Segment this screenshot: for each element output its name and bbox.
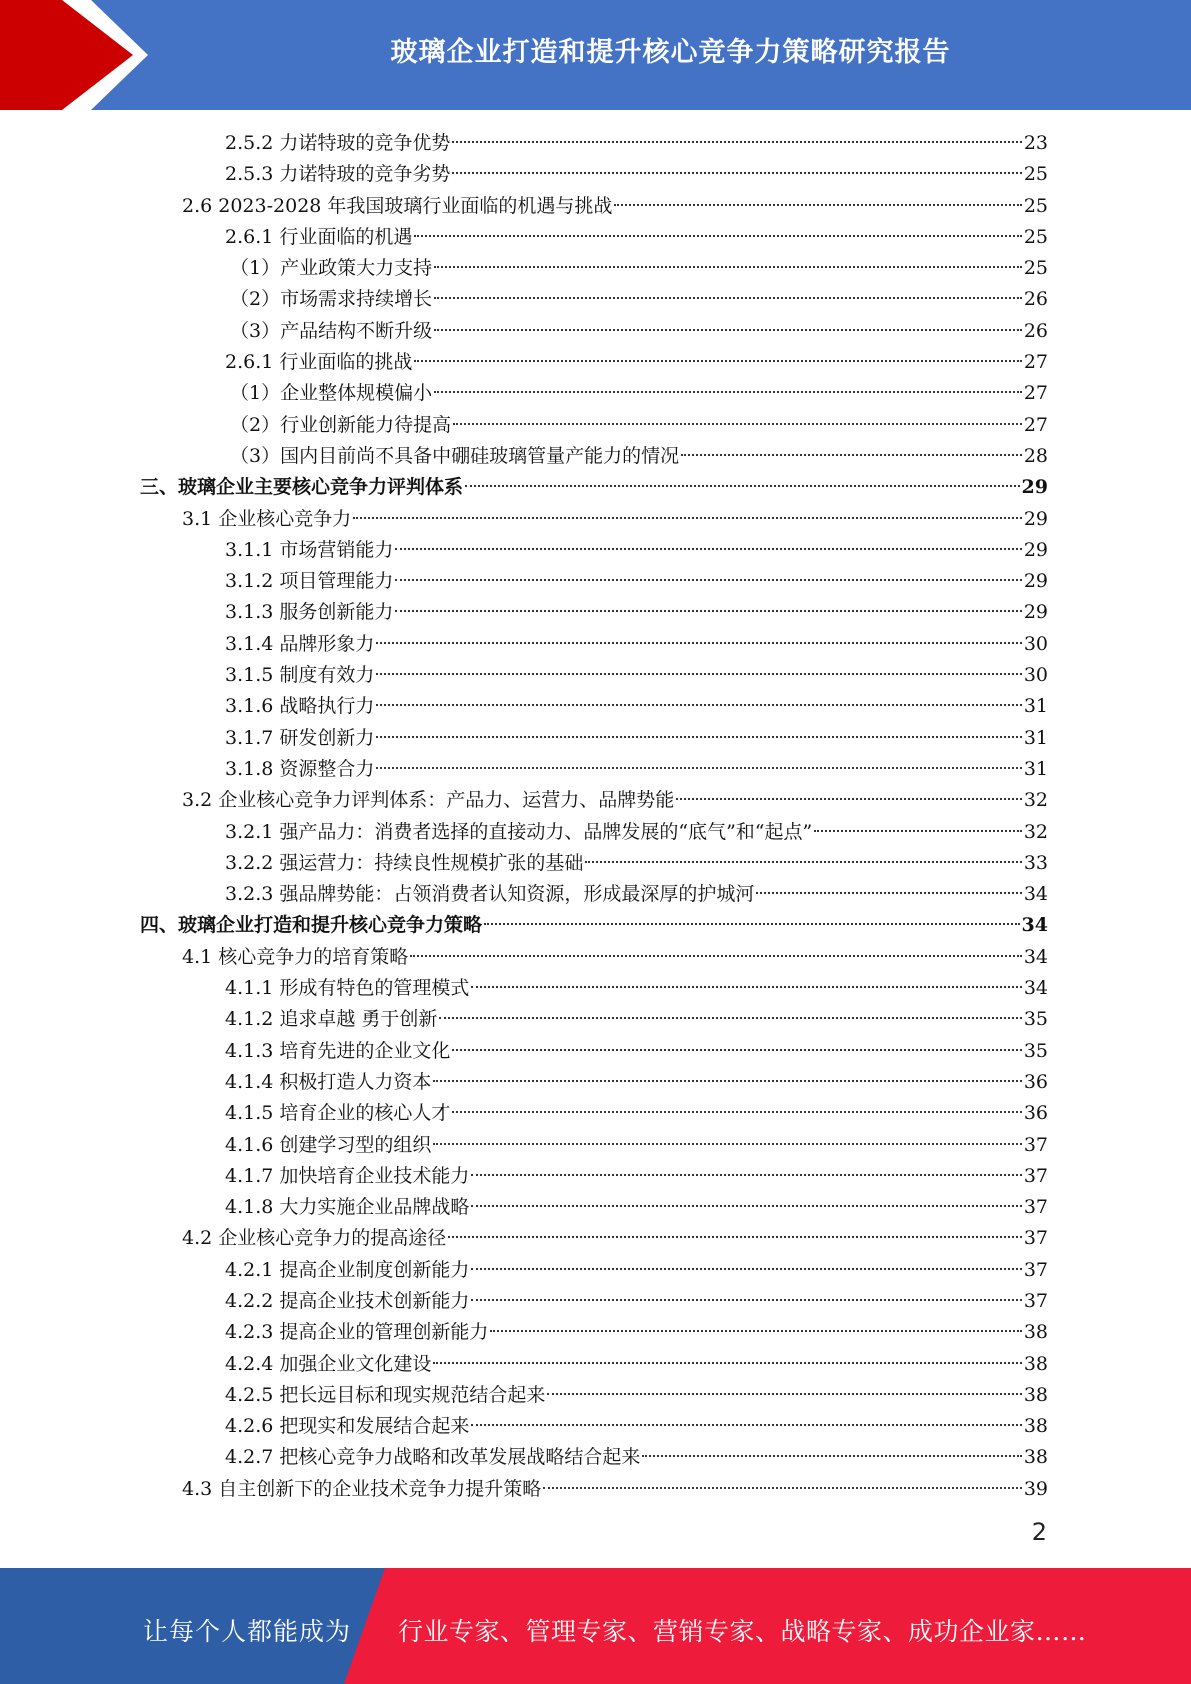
toc-dot-leader [434,391,1022,393]
footer-slogan-left: 让每个人都能成为 [143,1617,352,1646]
toc-dot-leader [471,986,1021,988]
toc-entry-page: 34 [1023,945,1048,968]
toc-dot-leader [376,767,1021,769]
toc-entry-title: 3.2.2 强运营力：持续良性规模扩张的基础 [225,851,584,874]
toc-entry[interactable] [140,942,1048,973]
toc-entry[interactable] [140,472,1048,503]
toc-entry[interactable] [140,879,1048,910]
toc-entry-title: （1）产业政策大力支持 [230,257,433,280]
toc-dot-leader [410,955,1022,957]
toc-entry-title: 4.2 企业核心竞争力的提高途径 [182,1227,447,1250]
toc-dot-leader [465,485,1020,487]
toc-entry-title: 2.5.3 力诺特玻的竞争劣势 [225,163,451,186]
toc-entry[interactable] [140,629,1048,660]
toc-entry-title: 3.1.3 服务创新能力 [225,601,394,624]
toc-dot-leader [395,610,1021,612]
toc-entry[interactable] [140,1380,1048,1411]
table-of-contents [140,128,1048,1505]
toc-dot-leader [434,297,1022,299]
toc-dot-leader [471,1268,1021,1270]
toc-entry[interactable] [140,378,1048,409]
toc-entry[interactable] [140,1474,1048,1505]
toc-dot-leader [471,1205,1021,1207]
toc-dot-leader [547,1393,1021,1395]
toc-entry-page: 37 [1023,1196,1048,1219]
toc-dot-leader [471,1424,1021,1426]
toc-dot-leader [471,1299,1021,1301]
toc-dot-leader [439,1017,1021,1019]
toc-entry[interactable] [140,222,1048,253]
toc-dot-leader [414,235,1021,237]
toc-entry[interactable] [140,848,1048,879]
toc-entry-title: 3.1.1 市场营销能力 [225,538,394,561]
toc-dot-leader [452,1049,1021,1051]
toc-entry-title: 3.1.2 项目管理能力 [225,570,394,593]
toc-entry[interactable] [140,754,1048,785]
toc-entry-page: 34 [1021,914,1048,937]
toc-entry-title: 4.1.7 加快培育企业技术能力 [225,1164,470,1187]
toc-dot-leader [490,1330,1021,1332]
toc-entry[interactable] [140,973,1048,1004]
toc-entry-title: 4.2.1 提高企业制度创新能力 [225,1258,470,1281]
toc-entry-page: 37 [1023,1164,1048,1187]
toc-entry-title: 4.1 核心竞争力的培育策略 [182,945,409,968]
toc-entry-title: 2.6.1 行业面临的挑战 [225,351,413,374]
toc-entry-page: 32 [1023,820,1048,843]
toc-dot-leader [434,266,1022,268]
toc-entry[interactable] [140,316,1048,347]
toc-entry[interactable] [140,1130,1048,1161]
toc-entry-title: 3.1.8 资源整合力 [225,757,375,780]
toc-entry[interactable] [140,1317,1048,1348]
toc-dot-leader [395,548,1021,550]
toc-entry[interactable] [140,504,1048,535]
toc-entry-page: 36 [1023,1102,1048,1125]
toc-entry-page: 29 [1021,476,1048,499]
toc-entry-page: 31 [1023,726,1048,749]
toc-entry-title: 4.3 自主创新下的企业技术竞争力提升策略 [182,1477,542,1500]
toc-entry-title: 4.1.8 大力实施企业品牌战略 [225,1196,470,1219]
toc-entry[interactable] [140,191,1048,222]
toc-dot-leader [453,423,1022,425]
toc-entry-page: 36 [1023,1070,1048,1093]
toc-entry-page: 38 [1023,1383,1048,1406]
toc-entry-page: 27 [1023,351,1048,374]
toc-entry-page: 30 [1023,632,1048,655]
toc-dot-leader [452,1111,1021,1113]
toc-entry-page: 37 [1023,1133,1048,1156]
toc-entry[interactable] [140,128,1048,159]
toc-entry-page: 31 [1023,757,1048,780]
toc-entry-page: 25 [1023,225,1048,248]
toc-entry-title: （3）国内目前尚不具备中硼硅玻璃管量产能力的情况 [230,444,680,467]
toc-entry-title: 4.2.4 加强企业文化建设 [225,1352,432,1375]
toc-dot-leader [434,329,1022,331]
toc-dot-leader [452,141,1021,143]
toc-dot-leader [585,861,1021,863]
toc-entry-title: 4.1.1 形成有特色的管理模式 [225,977,470,1000]
toc-entry-title: （2）市场需求持续增长 [230,288,433,311]
toc-dot-leader [395,579,1021,581]
toc-entry-title: 三、玻璃企业主要核心竞争力评判体系 [140,476,464,499]
toc-dot-leader [676,798,1022,800]
toc-entry-page: 27 [1023,413,1048,436]
toc-entry[interactable] [140,535,1048,566]
toc-entry-page: 30 [1023,664,1048,687]
toc-entry-page: 31 [1023,695,1048,718]
toc-entry[interactable] [140,1411,1048,1442]
toc-entry-title: 4.2.6 把现实和发展结合起来 [225,1415,470,1438]
toc-entry-page: 38 [1023,1352,1048,1375]
toc-entry[interactable] [140,1286,1048,1317]
toc-entry[interactable] [140,910,1048,941]
footer-slogan-right: 行业专家、管理专家、营销专家、战略专家、成功企业家…… [398,1617,1087,1646]
toc-entry-title: 4.1.5 培育企业的核心人才 [225,1102,451,1125]
toc-entry-page: 25 [1023,194,1048,217]
toc-entry[interactable] [140,660,1048,691]
toc-entry-title: 3.1.5 制度有效力 [225,664,375,687]
toc-entry[interactable] [140,1067,1048,1098]
toc-entry-title: 4.1.2 追求卓越 勇于创新 [225,1008,438,1031]
toc-dot-leader [376,673,1021,675]
toc-dot-leader [756,892,1021,894]
toc-entry-page: 38 [1023,1321,1048,1344]
page-number: 2 [1031,1518,1047,1546]
toc-entry-title: 2.6.1 行业面临的机遇 [225,225,413,248]
toc-entry[interactable] [140,284,1048,315]
toc-entry[interactable] [140,566,1048,597]
toc-entry-page: 29 [1023,538,1048,561]
toc-entry[interactable] [140,410,1048,441]
toc-entry-page: 35 [1023,1008,1048,1031]
toc-entry-title: 3.1.7 研发创新力 [225,726,375,749]
report-title: 玻璃企业打造和提升核心竞争力策略研究报告 [390,37,951,68]
toc-entry[interactable] [140,785,1048,816]
toc-dot-leader [452,172,1021,174]
toc-entry[interactable] [140,253,1048,284]
toc-entry-title: 4.1.3 培育先进的企业文化 [225,1039,451,1062]
toc-dot-leader [433,1080,1021,1082]
toc-entry-page: 29 [1023,507,1048,530]
toc-entry-title: 4.2.5 把长远目标和现实规范结合起来 [225,1383,546,1406]
toc-entry[interactable] [140,723,1048,754]
toc-dot-leader [414,360,1021,362]
toc-entry[interactable] [140,1223,1048,1254]
toc-entry-page: 39 [1023,1477,1048,1500]
page-footer [0,1568,1191,1684]
toc-entry-page: 37 [1023,1227,1048,1250]
toc-dot-leader [376,704,1021,706]
toc-entry-title: （3）产品结构不断升级 [230,319,433,342]
toc-entry[interactable] [140,1098,1048,1129]
toc-entry-page: 26 [1023,319,1048,342]
toc-entry-title: 4.2.7 把核心竞争力战略和改革发展战略结合起来 [225,1446,641,1469]
toc-entry-title: 2.6 2023-2028 年我国玻璃行业面临的机遇与挑战 [182,194,613,217]
toc-entry-title: 3.2 企业核心竞争力评判体系：产品力、运营力、品牌势能 [182,789,675,812]
toc-entry-page: 34 [1023,883,1048,906]
toc-entry-page: 25 [1023,163,1048,186]
toc-entry-title: 4.1.6 创建学习型的组织 [225,1133,432,1156]
toc-entry-page: 35 [1023,1039,1048,1062]
toc-dot-leader [353,517,1022,519]
toc-dot-leader [681,454,1022,456]
toc-dot-leader [433,1362,1021,1364]
toc-entry[interactable] [140,1442,1048,1473]
toc-entry-title: 四、玻璃企业打造和提升核心竞争力策略 [140,914,483,937]
toc-entry-title: （1）企业整体规模偏小 [230,382,433,405]
toc-entry-page: 29 [1023,601,1048,624]
toc-entry-page: 32 [1023,789,1048,812]
toc-entry[interactable] [140,1349,1048,1380]
toc-dot-leader [376,736,1021,738]
toc-entry-title: 3.2.1 强产品力：消费者选择的直接动力、品牌发展的“底气”和“起点” [225,820,813,843]
toc-entry-page: 38 [1023,1415,1048,1438]
toc-entry-title: 3.1 企业核心竞争力 [182,507,352,530]
toc-entry[interactable] [140,1255,1048,1286]
toc-dot-leader [471,1174,1021,1176]
toc-dot-leader [484,923,1020,925]
toc-entry[interactable] [140,159,1048,190]
toc-entry[interactable] [140,597,1048,628]
toc-entry[interactable] [140,1036,1048,1067]
toc-entry[interactable] [140,441,1048,472]
toc-entry-title: 4.2.2 提高企业技术创新能力 [225,1289,470,1312]
toc-entry[interactable] [140,1004,1048,1035]
page-header [0,0,1191,110]
toc-dot-leader [448,1236,1022,1238]
toc-entry-title: 4.2.3 提高企业的管理创新能力 [225,1321,489,1344]
toc-entry-page: 27 [1023,382,1048,405]
toc-entry-title: （2）行业创新能力待提高 [230,413,452,436]
toc-entry[interactable] [140,691,1048,722]
toc-entry[interactable] [140,817,1048,848]
toc-entry-page: 28 [1023,444,1048,467]
toc-dot-leader [614,204,1021,206]
toc-entry-title: 2.5.2 力诺特玻的竞争优势 [225,132,451,154]
toc-entry-page: 34 [1023,977,1048,1000]
toc-dot-leader [642,1455,1021,1457]
toc-entry-page: 25 [1023,257,1048,280]
toc-entry-page: 33 [1023,851,1048,874]
toc-entry-title: 3.1.6 战略执行力 [225,695,375,718]
toc-entry-page: 29 [1023,570,1048,593]
toc-dot-leader [543,1487,1022,1489]
toc-entry-title: 3.1.4 品牌形象力 [225,632,375,655]
toc-entry[interactable] [140,1192,1048,1223]
toc-entry-page: 37 [1023,1258,1048,1281]
toc-entry-page: 26 [1023,288,1048,311]
toc-entry-page: 38 [1023,1446,1048,1469]
toc-dot-leader [814,830,1022,832]
toc-entry-title: 4.1.4 积极打造人力资本 [225,1070,432,1093]
toc-entry[interactable] [140,347,1048,378]
toc-entry-title: 3.2.3 强品牌势能：占领消费者认知资源，形成最深厚的护城河 [225,883,755,906]
toc-entry[interactable] [140,1161,1048,1192]
toc-entry-page: 23 [1023,132,1048,154]
toc-dot-leader [376,642,1021,644]
toc-dot-leader [433,1143,1021,1145]
toc-entry-page: 37 [1023,1289,1048,1312]
header-chevron-icon [0,0,150,110]
